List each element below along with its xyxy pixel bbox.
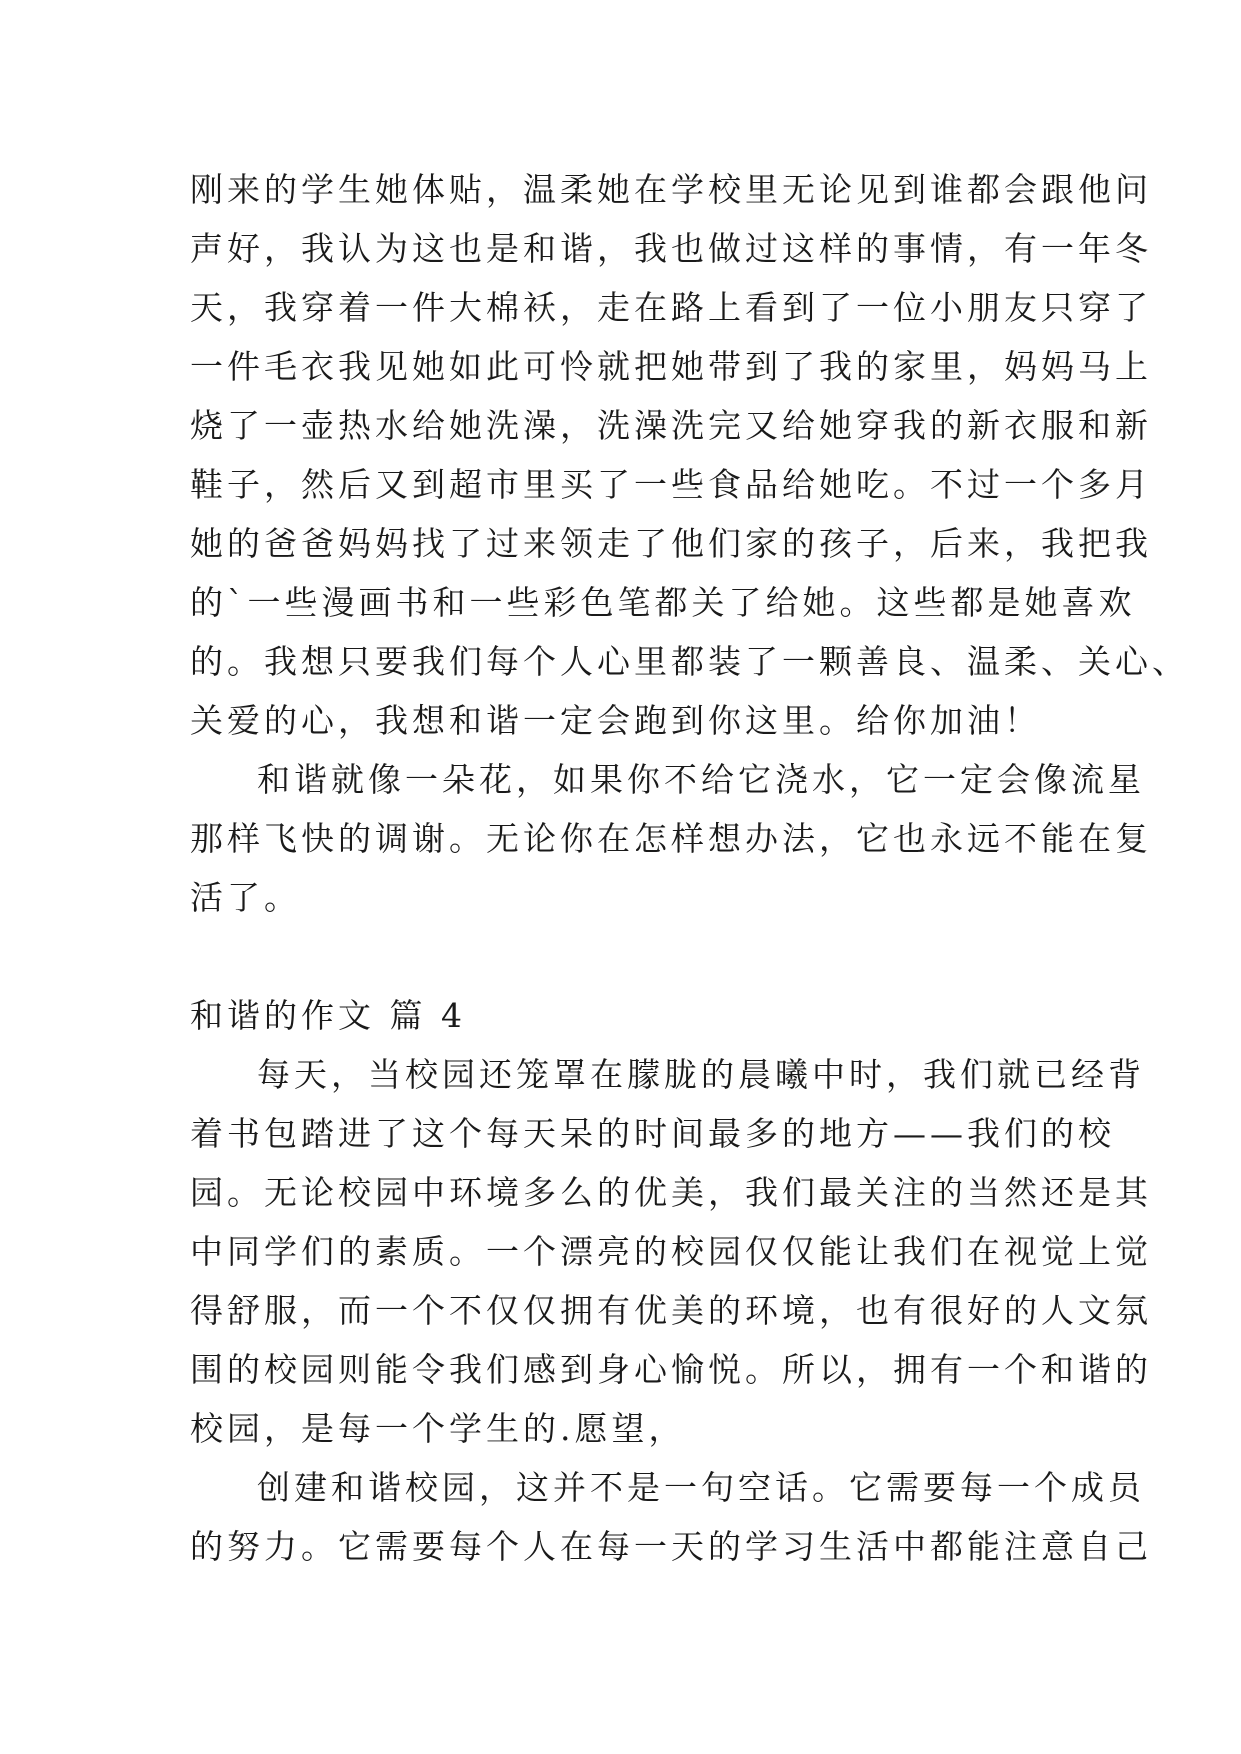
text-line: 一件毛衣我见她如此可怜就把她带到了我的家里，妈妈马上 (190, 347, 1152, 386)
text-line: 的努力。它需要每个人在每一天的学习生活中都能注意自己 (190, 1527, 1152, 1566)
text-line: 中同学们的素质。一个漂亮的校园仅仅能让我们在视觉上觉 (190, 1232, 1152, 1271)
text-line: 关爱的心，我想和谐一定会跑到你这里。给你加油！ (190, 701, 1041, 740)
paragraph (190, 750, 1152, 927)
text-line: 着书包踏进了这个每天呆的时间最多的地方——我们的校 (190, 1114, 1115, 1153)
text-line: 声好，我认为这也是和谐，我也做过这样的事情，有一年冬 (190, 229, 1152, 268)
text-line: 的。我想只要我们每个人心里都装了一颗善良、温柔、关心、 (190, 642, 1189, 681)
text-line: 天，我穿着一件大棉袄，走在路上看到了一位小朋友只穿了 (190, 288, 1152, 327)
text-line: 校园，是每一个学生的.愿望， (190, 1409, 686, 1448)
paragraph (190, 160, 1189, 750)
text-line: 活了。 (190, 878, 301, 917)
text-line: 那样飞快的调谢。无论你在怎样想办法，它也永远不能在复 (190, 819, 1152, 858)
text-line: 和谐就像一朵花，如果你不给它浇水，它一定会像流星 (257, 760, 1145, 799)
text-line: 每天，当校园还笼罩在朦胧的晨曦中时，我们就已经背 (257, 1055, 1145, 1094)
text-line: 刚来的学生她体贴，温柔她在学校里无论见到谁都会跟他问 (190, 170, 1152, 209)
document-body (190, 160, 1189, 1576)
text-line: 园。无论校园中环境多么的优美，我们最关注的当然还是其 (190, 1173, 1152, 1212)
text-line: 烧了一壶热水给她洗澡，洗澡洗完又给她穿我的新衣服和新 (190, 406, 1152, 445)
text-line: 的`一些漫画书和一些彩色笔都关了给她。这些都是她喜欢 (190, 583, 1136, 622)
paragraph-spacer (190, 927, 1052, 986)
text-line: 得舒服，而一个不仅仅拥有优美的环境，也有很好的人文氛 (190, 1291, 1152, 1330)
text-line: 创建和谐校园，这并不是一句空话。它需要每一个成员 (257, 1468, 1145, 1507)
text-line: 围的校园则能令我们感到身心愉悦。所以，拥有一个和谐的 (190, 1350, 1152, 1389)
paragraph (190, 1458, 1152, 1576)
text-line: 她的爸爸妈妈找了过来领走了他们家的孩子，后来，我把我 (190, 524, 1152, 563)
paragraph (190, 1045, 1152, 1458)
text-line: 鞋子，然后又到超市里买了一些食品给她吃。不过一个多月 (190, 465, 1152, 504)
section-heading: 和谐的作文 篇 4 (190, 996, 466, 1035)
